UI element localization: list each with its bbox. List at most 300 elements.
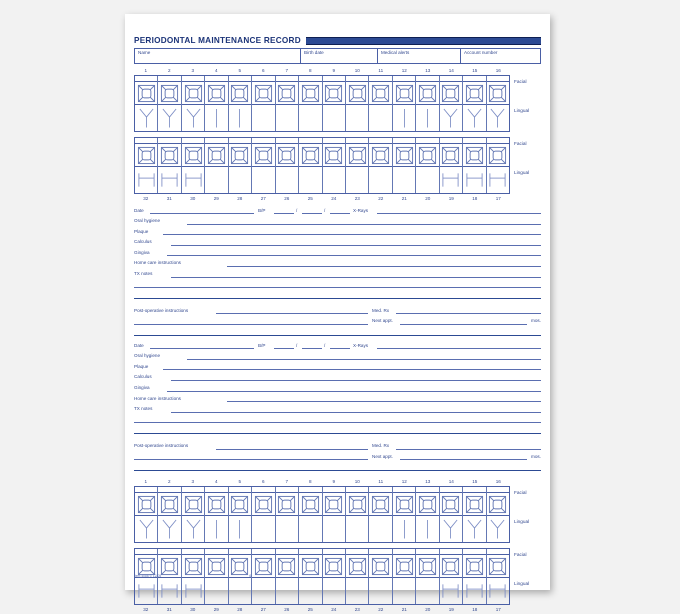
- tooth-column-29[interactable]: [205, 138, 228, 193]
- occlusal-surface-icon[interactable]: [488, 495, 507, 514]
- tooth-lingual-cell[interactable]: [205, 578, 227, 604]
- tooth-number[interactable]: 6: [261, 68, 265, 73]
- tooth-number[interactable]: 16: [495, 68, 501, 73]
- tooth-number[interactable]: 1: [144, 479, 148, 485]
- root-y-icon[interactable]: [466, 518, 483, 540]
- tooth-occlusal-cell[interactable]: [276, 493, 298, 516]
- tooth-lingual-cell[interactable]: [416, 105, 438, 131]
- tooth-occlusal-cell[interactable]: [463, 493, 485, 516]
- exam-row[interactable]: [134, 352, 541, 363]
- occlusal-surface-icon[interactable]: [395, 146, 414, 165]
- tooth-number[interactable]: 26: [284, 196, 290, 201]
- exam-row[interactable]: [134, 362, 541, 373]
- tooth-occlusal-cell[interactable]: [182, 82, 204, 105]
- tooth-lingual-cell[interactable]: [229, 105, 251, 131]
- tooth-number[interactable]: 21: [401, 196, 407, 201]
- occlusal-surface-icon[interactable]: [184, 557, 203, 576]
- post-op-row[interactable]: [134, 441, 541, 452]
- occlusal-surface-icon[interactable]: [207, 84, 226, 103]
- tooth-number[interactable]: 28: [237, 196, 243, 201]
- root-h-icon[interactable]: [184, 172, 203, 188]
- tooth-lingual-cell[interactable]: [252, 167, 274, 193]
- tooth-column-4[interactable]: [205, 76, 228, 131]
- occlusal-surface-icon[interactable]: [465, 84, 484, 103]
- tooth-column-11[interactable]: [369, 76, 392, 131]
- tooth-number[interactable]: 11: [378, 479, 384, 485]
- tooth-column-30[interactable]: [182, 138, 205, 193]
- tooth-number[interactable]: 18: [472, 607, 478, 613]
- exam-row-date[interactable]: [134, 341, 541, 352]
- tooth-column-8[interactable]: [299, 76, 322, 131]
- tooth-lingual-cell[interactable]: [252, 105, 274, 131]
- tooth-number[interactable]: 30: [190, 607, 196, 613]
- tooth-column-21[interactable]: [393, 138, 416, 193]
- tooth-occlusal-cell[interactable]: [252, 144, 274, 167]
- root-h-icon[interactable]: [137, 583, 156, 599]
- tooth-lingual-cell[interactable]: [416, 578, 438, 604]
- occlusal-surface-icon[interactable]: [324, 557, 343, 576]
- occlusal-surface-icon[interactable]: [488, 557, 507, 576]
- occlusal-surface-icon[interactable]: [371, 84, 390, 103]
- tooth-lingual-cell[interactable]: [182, 105, 204, 131]
- tooth-number[interactable]: 26: [284, 607, 290, 613]
- exam-row[interactable]: [134, 238, 541, 249]
- tooth-lingual-cell[interactable]: [135, 578, 157, 604]
- occlusal-surface-icon[interactable]: [418, 84, 437, 103]
- tooth-column-13[interactable]: [416, 487, 439, 542]
- tooth-column-1[interactable]: [135, 487, 158, 542]
- root-h-icon[interactable]: [184, 583, 203, 599]
- root-y-icon[interactable]: [442, 518, 459, 540]
- tooth-lingual-cell[interactable]: [252, 578, 274, 604]
- tooth-column-14[interactable]: [440, 487, 463, 542]
- tooth-lingual-cell[interactable]: [182, 516, 204, 542]
- tooth-column-12[interactable]: [393, 487, 416, 542]
- tooth-column-11[interactable]: [369, 487, 392, 542]
- occlusal-surface-icon[interactable]: [254, 495, 273, 514]
- tooth-number[interactable]: 30: [190, 196, 196, 201]
- tooth-lingual-cell[interactable]: [463, 578, 485, 604]
- tooth-lingual-cell[interactable]: [276, 516, 298, 542]
- occlusal-surface-icon[interactable]: [441, 495, 460, 514]
- tooth-number[interactable]: 2: [167, 479, 171, 485]
- root-h-icon[interactable]: [441, 172, 460, 188]
- exam-row[interactable]: [134, 405, 541, 416]
- field-medical-alerts[interactable]: Medical alerts: [378, 49, 461, 63]
- tooth-column-19[interactable]: [440, 138, 463, 193]
- tooth-number[interactable]: 7: [285, 68, 289, 73]
- occlusal-surface-icon[interactable]: [254, 557, 273, 576]
- tooth-occlusal-cell[interactable]: [416, 144, 438, 167]
- tooth-lingual-cell[interactable]: [158, 105, 180, 131]
- tooth-occlusal-cell[interactable]: [369, 82, 391, 105]
- tooth-lingual-cell[interactable]: [369, 516, 391, 542]
- tooth-lingual-cell[interactable]: [299, 167, 321, 193]
- tooth-occlusal-cell[interactable]: [299, 493, 321, 516]
- tooth-column-3[interactable]: [182, 76, 205, 131]
- tooth-number[interactable]: 1: [144, 68, 148, 73]
- tooth-column-24[interactable]: [323, 138, 346, 193]
- root-single-icon[interactable]: [419, 518, 436, 540]
- post-op-row[interactable]: [134, 306, 541, 317]
- root-h-icon[interactable]: [465, 172, 484, 188]
- tooth-occlusal-cell[interactable]: [440, 144, 462, 167]
- tooth-column-10[interactable]: [346, 487, 369, 542]
- root-single-icon[interactable]: [231, 107, 248, 129]
- tooth-lingual-cell[interactable]: [135, 167, 157, 193]
- root-y-icon[interactable]: [442, 107, 459, 129]
- occlusal-surface-icon[interactable]: [371, 495, 390, 514]
- root-y-icon[interactable]: [489, 107, 506, 129]
- tooth-lingual-cell[interactable]: [299, 578, 321, 604]
- tooth-occlusal-cell[interactable]: [369, 144, 391, 167]
- tx-notes-continuation[interactable]: [134, 280, 541, 291]
- tooth-lingual-cell[interactable]: [276, 167, 298, 193]
- occlusal-surface-icon[interactable]: [301, 557, 320, 576]
- tooth-column-4[interactable]: [205, 487, 228, 542]
- occlusal-surface-icon[interactable]: [184, 495, 203, 514]
- occlusal-surface-icon[interactable]: [230, 84, 249, 103]
- occlusal-surface-icon[interactable]: [301, 495, 320, 514]
- occlusal-surface-icon[interactable]: [418, 146, 437, 165]
- occlusal-surface-icon[interactable]: [137, 146, 156, 165]
- tooth-lingual-cell[interactable]: [369, 578, 391, 604]
- tooth-lingual-cell[interactable]: [323, 578, 345, 604]
- root-h-icon[interactable]: [137, 172, 156, 188]
- tooth-column-8[interactable]: [299, 487, 322, 542]
- tooth-occlusal-cell[interactable]: [205, 493, 227, 516]
- tooth-number[interactable]: 24: [331, 607, 337, 613]
- tooth-column-7[interactable]: [276, 76, 299, 131]
- tooth-number[interactable]: 31: [166, 196, 172, 201]
- tooth-lingual-cell[interactable]: [299, 516, 321, 542]
- occlusal-surface-icon[interactable]: [465, 495, 484, 514]
- tooth-occlusal-cell[interactable]: [276, 144, 298, 167]
- tooth-number[interactable]: 27: [260, 196, 266, 201]
- tooth-occlusal-cell[interactable]: [252, 493, 274, 516]
- occlusal-surface-icon[interactable]: [277, 557, 296, 576]
- exam-row[interactable]: [134, 373, 541, 384]
- tooth-occlusal-cell[interactable]: [252, 82, 274, 105]
- tooth-column-20[interactable]: [416, 138, 439, 193]
- tooth-lingual-cell[interactable]: [463, 516, 485, 542]
- field-name[interactable]: Name: [135, 49, 301, 63]
- tooth-lingual-cell[interactable]: [463, 167, 485, 193]
- exam-row[interactable]: [134, 259, 541, 270]
- tooth-lingual-cell[interactable]: [323, 516, 345, 542]
- root-h-icon[interactable]: [160, 583, 179, 599]
- tooth-number[interactable]: 13: [425, 479, 431, 485]
- occlusal-surface-icon[interactable]: [488, 146, 507, 165]
- occlusal-surface-icon[interactable]: [137, 557, 156, 576]
- tooth-lingual-cell[interactable]: [135, 105, 157, 131]
- tooth-number[interactable]: 15: [472, 479, 478, 485]
- tooth-occlusal-cell[interactable]: [158, 493, 180, 516]
- occlusal-surface-icon[interactable]: [184, 146, 203, 165]
- tooth-lingual-cell[interactable]: [205, 167, 227, 193]
- occlusal-surface-icon[interactable]: [418, 495, 437, 514]
- tooth-number[interactable]: 3: [191, 479, 195, 485]
- occlusal-surface-icon[interactable]: [324, 146, 343, 165]
- tx-notes-continuation[interactable]: [134, 426, 541, 437]
- occlusal-surface-icon[interactable]: [488, 84, 507, 103]
- tooth-number[interactable]: 8: [308, 68, 312, 73]
- occlusal-surface-icon[interactable]: [348, 557, 367, 576]
- tooth-number[interactable]: 9: [332, 68, 336, 73]
- tooth-number[interactable]: 19: [448, 196, 454, 201]
- occlusal-surface-icon[interactable]: [465, 557, 484, 576]
- root-y-icon[interactable]: [138, 107, 155, 129]
- tooth-lingual-cell[interactable]: [393, 105, 415, 131]
- root-h-icon[interactable]: [160, 172, 179, 188]
- tooth-column-31[interactable]: [158, 138, 181, 193]
- tooth-number[interactable]: 19: [448, 607, 454, 613]
- tooth-lingual-cell[interactable]: [346, 167, 368, 193]
- tooth-lingual-cell[interactable]: [487, 578, 509, 604]
- tooth-number[interactable]: 27: [260, 607, 266, 613]
- tooth-lingual-cell[interactable]: [416, 516, 438, 542]
- tooth-lingual-cell[interactable]: [346, 578, 368, 604]
- tooth-column-22[interactable]: [369, 138, 392, 193]
- root-y-icon[interactable]: [161, 107, 178, 129]
- occlusal-surface-icon[interactable]: [395, 84, 414, 103]
- occlusal-surface-icon[interactable]: [348, 146, 367, 165]
- occlusal-surface-icon[interactable]: [441, 84, 460, 103]
- tooth-number[interactable]: 14: [448, 68, 454, 73]
- occlusal-surface-icon[interactable]: [324, 84, 343, 103]
- tooth-lingual-cell[interactable]: [440, 578, 462, 604]
- tooth-lingual-cell[interactable]: [346, 516, 368, 542]
- tooth-occlusal-cell[interactable]: [229, 493, 251, 516]
- root-y-icon[interactable]: [185, 107, 202, 129]
- occlusal-surface-icon[interactable]: [160, 557, 179, 576]
- tooth-column-17[interactable]: [487, 138, 509, 193]
- tooth-column-10[interactable]: [346, 76, 369, 131]
- tooth-column-23[interactable]: [346, 138, 369, 193]
- tooth-occlusal-cell[interactable]: [323, 82, 345, 105]
- tooth-lingual-cell[interactable]: [393, 578, 415, 604]
- tooth-occlusal-cell[interactable]: [463, 82, 485, 105]
- tooth-column-5[interactable]: [229, 487, 252, 542]
- tooth-number[interactable]: 23: [354, 196, 360, 201]
- tooth-number[interactable]: 10: [354, 68, 360, 73]
- tooth-lingual-cell[interactable]: [229, 167, 251, 193]
- tooth-lingual-cell[interactable]: [487, 516, 509, 542]
- occlusal-surface-icon[interactable]: [348, 495, 367, 514]
- tooth-lingual-cell[interactable]: [158, 167, 180, 193]
- tooth-column-6[interactable]: [252, 487, 275, 542]
- tooth-number[interactable]: 7: [285, 479, 289, 485]
- tooth-number[interactable]: 20: [425, 196, 431, 201]
- root-single-icon[interactable]: [396, 107, 413, 129]
- tooth-number[interactable]: 32: [143, 196, 149, 201]
- tooth-occlusal-cell[interactable]: [346, 82, 368, 105]
- occlusal-surface-icon[interactable]: [348, 84, 367, 103]
- occlusal-surface-icon[interactable]: [160, 146, 179, 165]
- tooth-lingual-cell[interactable]: [416, 167, 438, 193]
- occlusal-surface-icon[interactable]: [301, 84, 320, 103]
- tooth-column-5[interactable]: [229, 76, 252, 131]
- root-y-icon[interactable]: [185, 518, 202, 540]
- occlusal-surface-icon[interactable]: [324, 495, 343, 514]
- occlusal-surface-icon[interactable]: [418, 557, 437, 576]
- tooth-occlusal-cell[interactable]: [276, 82, 298, 105]
- tooth-column-14[interactable]: [440, 76, 463, 131]
- tooth-column-13[interactable]: [416, 76, 439, 131]
- tooth-occlusal-cell[interactable]: [487, 144, 509, 167]
- tooth-lingual-cell[interactable]: [323, 167, 345, 193]
- exam-row[interactable]: [134, 217, 541, 228]
- tooth-lingual-cell[interactable]: [346, 105, 368, 131]
- tooth-occlusal-cell[interactable]: [182, 144, 204, 167]
- tooth-column-7[interactable]: [276, 487, 299, 542]
- tooth-occlusal-cell[interactable]: [346, 144, 368, 167]
- occlusal-surface-icon[interactable]: [207, 495, 226, 514]
- tooth-occlusal-cell[interactable]: [346, 493, 368, 516]
- tooth-column-15[interactable]: [463, 487, 486, 542]
- exam-row[interactable]: [134, 270, 541, 281]
- tooth-occlusal-cell[interactable]: [135, 144, 157, 167]
- tooth-number[interactable]: 8: [308, 479, 312, 485]
- tooth-column-16[interactable]: [487, 487, 509, 542]
- tooth-number[interactable]: 5: [238, 68, 242, 73]
- tooth-column-28[interactable]: [229, 138, 252, 193]
- tooth-number[interactable]: 28: [237, 607, 243, 613]
- occlusal-surface-icon[interactable]: [277, 495, 296, 514]
- tooth-occlusal-cell[interactable]: [205, 82, 227, 105]
- occlusal-surface-icon[interactable]: [395, 557, 414, 576]
- tooth-number[interactable]: 10: [354, 479, 360, 485]
- occlusal-surface-icon[interactable]: [254, 146, 273, 165]
- tooth-lingual-cell[interactable]: [440, 105, 462, 131]
- tooth-number[interactable]: 12: [401, 479, 407, 485]
- occlusal-surface-icon[interactable]: [254, 84, 273, 103]
- tooth-occlusal-cell[interactable]: [158, 144, 180, 167]
- tooth-lingual-cell[interactable]: [158, 516, 180, 542]
- exam-row-date[interactable]: [134, 206, 541, 217]
- tooth-lingual-cell[interactable]: [487, 105, 509, 131]
- tooth-number[interactable]: 17: [495, 607, 501, 613]
- tooth-column-1[interactable]: [135, 76, 158, 131]
- tooth-occlusal-cell[interactable]: [393, 493, 415, 516]
- exam-row[interactable]: [134, 248, 541, 259]
- tooth-number[interactable]: 4: [214, 68, 218, 73]
- tooth-lingual-cell[interactable]: [135, 516, 157, 542]
- field-account-number[interactable]: Account number: [464, 50, 498, 55]
- occlusal-surface-icon[interactable]: [137, 84, 156, 103]
- tooth-column-32[interactable]: [135, 138, 158, 193]
- tooth-column-2[interactable]: [158, 487, 181, 542]
- root-single-icon[interactable]: [419, 107, 436, 129]
- tooth-lingual-cell[interactable]: [323, 105, 345, 131]
- root-y-icon[interactable]: [138, 518, 155, 540]
- tooth-lingual-cell[interactable]: [276, 105, 298, 131]
- root-single-icon[interactable]: [396, 518, 413, 540]
- tooth-number[interactable]: 21: [401, 607, 407, 613]
- occlusal-surface-icon[interactable]: [277, 146, 296, 165]
- root-y-icon[interactable]: [161, 518, 178, 540]
- tooth-column-12[interactable]: [393, 76, 416, 131]
- tooth-occlusal-cell[interactable]: [229, 82, 251, 105]
- tooth-lingual-cell[interactable]: [393, 167, 415, 193]
- tooth-number[interactable]: 22: [378, 196, 384, 201]
- tooth-column-6[interactable]: [252, 76, 275, 131]
- tooth-number[interactable]: 29: [213, 196, 219, 201]
- tooth-occlusal-cell[interactable]: [369, 493, 391, 516]
- tooth-occlusal-cell[interactable]: [205, 144, 227, 167]
- root-single-icon[interactable]: [231, 518, 248, 540]
- tooth-number[interactable]: 13: [425, 68, 431, 73]
- tooth-occlusal-cell[interactable]: [393, 82, 415, 105]
- occlusal-surface-icon[interactable]: [301, 146, 320, 165]
- tooth-lingual-cell[interactable]: [393, 516, 415, 542]
- tooth-column-18[interactable]: [463, 138, 486, 193]
- next-appt-row[interactable]: [134, 317, 541, 328]
- tooth-number[interactable]: 31: [166, 607, 172, 613]
- tooth-column-26[interactable]: [276, 138, 299, 193]
- tooth-number[interactable]: 22: [378, 607, 384, 613]
- tooth-number[interactable]: 32: [143, 607, 149, 613]
- occlusal-surface-icon[interactable]: [371, 146, 390, 165]
- root-h-icon[interactable]: [441, 583, 460, 599]
- tooth-number[interactable]: 24: [331, 196, 337, 201]
- tooth-column-25[interactable]: [299, 138, 322, 193]
- tooth-lingual-cell[interactable]: [463, 105, 485, 131]
- occlusal-surface-icon[interactable]: [441, 146, 460, 165]
- next-appt-row[interactable]: [134, 452, 541, 463]
- tooth-lingual-cell[interactable]: [182, 578, 204, 604]
- root-single-icon[interactable]: [208, 107, 225, 129]
- tooth-occlusal-cell[interactable]: [299, 82, 321, 105]
- tooth-column-16[interactable]: [487, 76, 509, 131]
- tooth-occlusal-cell[interactable]: [487, 493, 509, 516]
- tooth-lingual-cell[interactable]: [205, 516, 227, 542]
- root-h-icon[interactable]: [488, 172, 507, 188]
- exam-row[interactable]: [134, 227, 541, 238]
- tooth-occlusal-cell[interactable]: [229, 144, 251, 167]
- occlusal-surface-icon[interactable]: [160, 495, 179, 514]
- root-y-icon[interactable]: [466, 107, 483, 129]
- tooth-occlusal-cell[interactable]: [487, 82, 509, 105]
- tooth-number[interactable]: 5: [238, 479, 242, 485]
- tooth-lingual-cell[interactable]: [440, 516, 462, 542]
- exam-row[interactable]: [134, 394, 541, 405]
- tooth-number[interactable]: 11: [378, 68, 384, 73]
- tooth-occlusal-cell[interactable]: [299, 144, 321, 167]
- occlusal-surface-icon[interactable]: [207, 557, 226, 576]
- tooth-lingual-cell[interactable]: [299, 105, 321, 131]
- tooth-occlusal-cell[interactable]: [182, 493, 204, 516]
- tooth-lingual-cell[interactable]: [369, 105, 391, 131]
- tooth-lingual-cell[interactable]: [205, 105, 227, 131]
- tooth-lingual-cell[interactable]: [440, 167, 462, 193]
- tooth-number[interactable]: 4: [214, 479, 218, 485]
- tooth-column-9[interactable]: [323, 76, 346, 131]
- tooth-number[interactable]: 20: [425, 607, 431, 613]
- tooth-number[interactable]: 25: [307, 607, 313, 613]
- tooth-occlusal-cell[interactable]: [463, 144, 485, 167]
- tooth-number[interactable]: 18: [472, 196, 478, 201]
- tooth-column-9[interactable]: [323, 487, 346, 542]
- tooth-column-15[interactable]: [463, 76, 486, 131]
- occlusal-surface-icon[interactable]: [207, 146, 226, 165]
- tooth-lingual-cell[interactable]: [276, 578, 298, 604]
- occlusal-surface-icon[interactable]: [465, 146, 484, 165]
- tooth-occlusal-cell[interactable]: [135, 82, 157, 105]
- occlusal-surface-icon[interactable]: [160, 84, 179, 103]
- occlusal-surface-icon[interactable]: [230, 146, 249, 165]
- tooth-column-27[interactable]: [252, 138, 275, 193]
